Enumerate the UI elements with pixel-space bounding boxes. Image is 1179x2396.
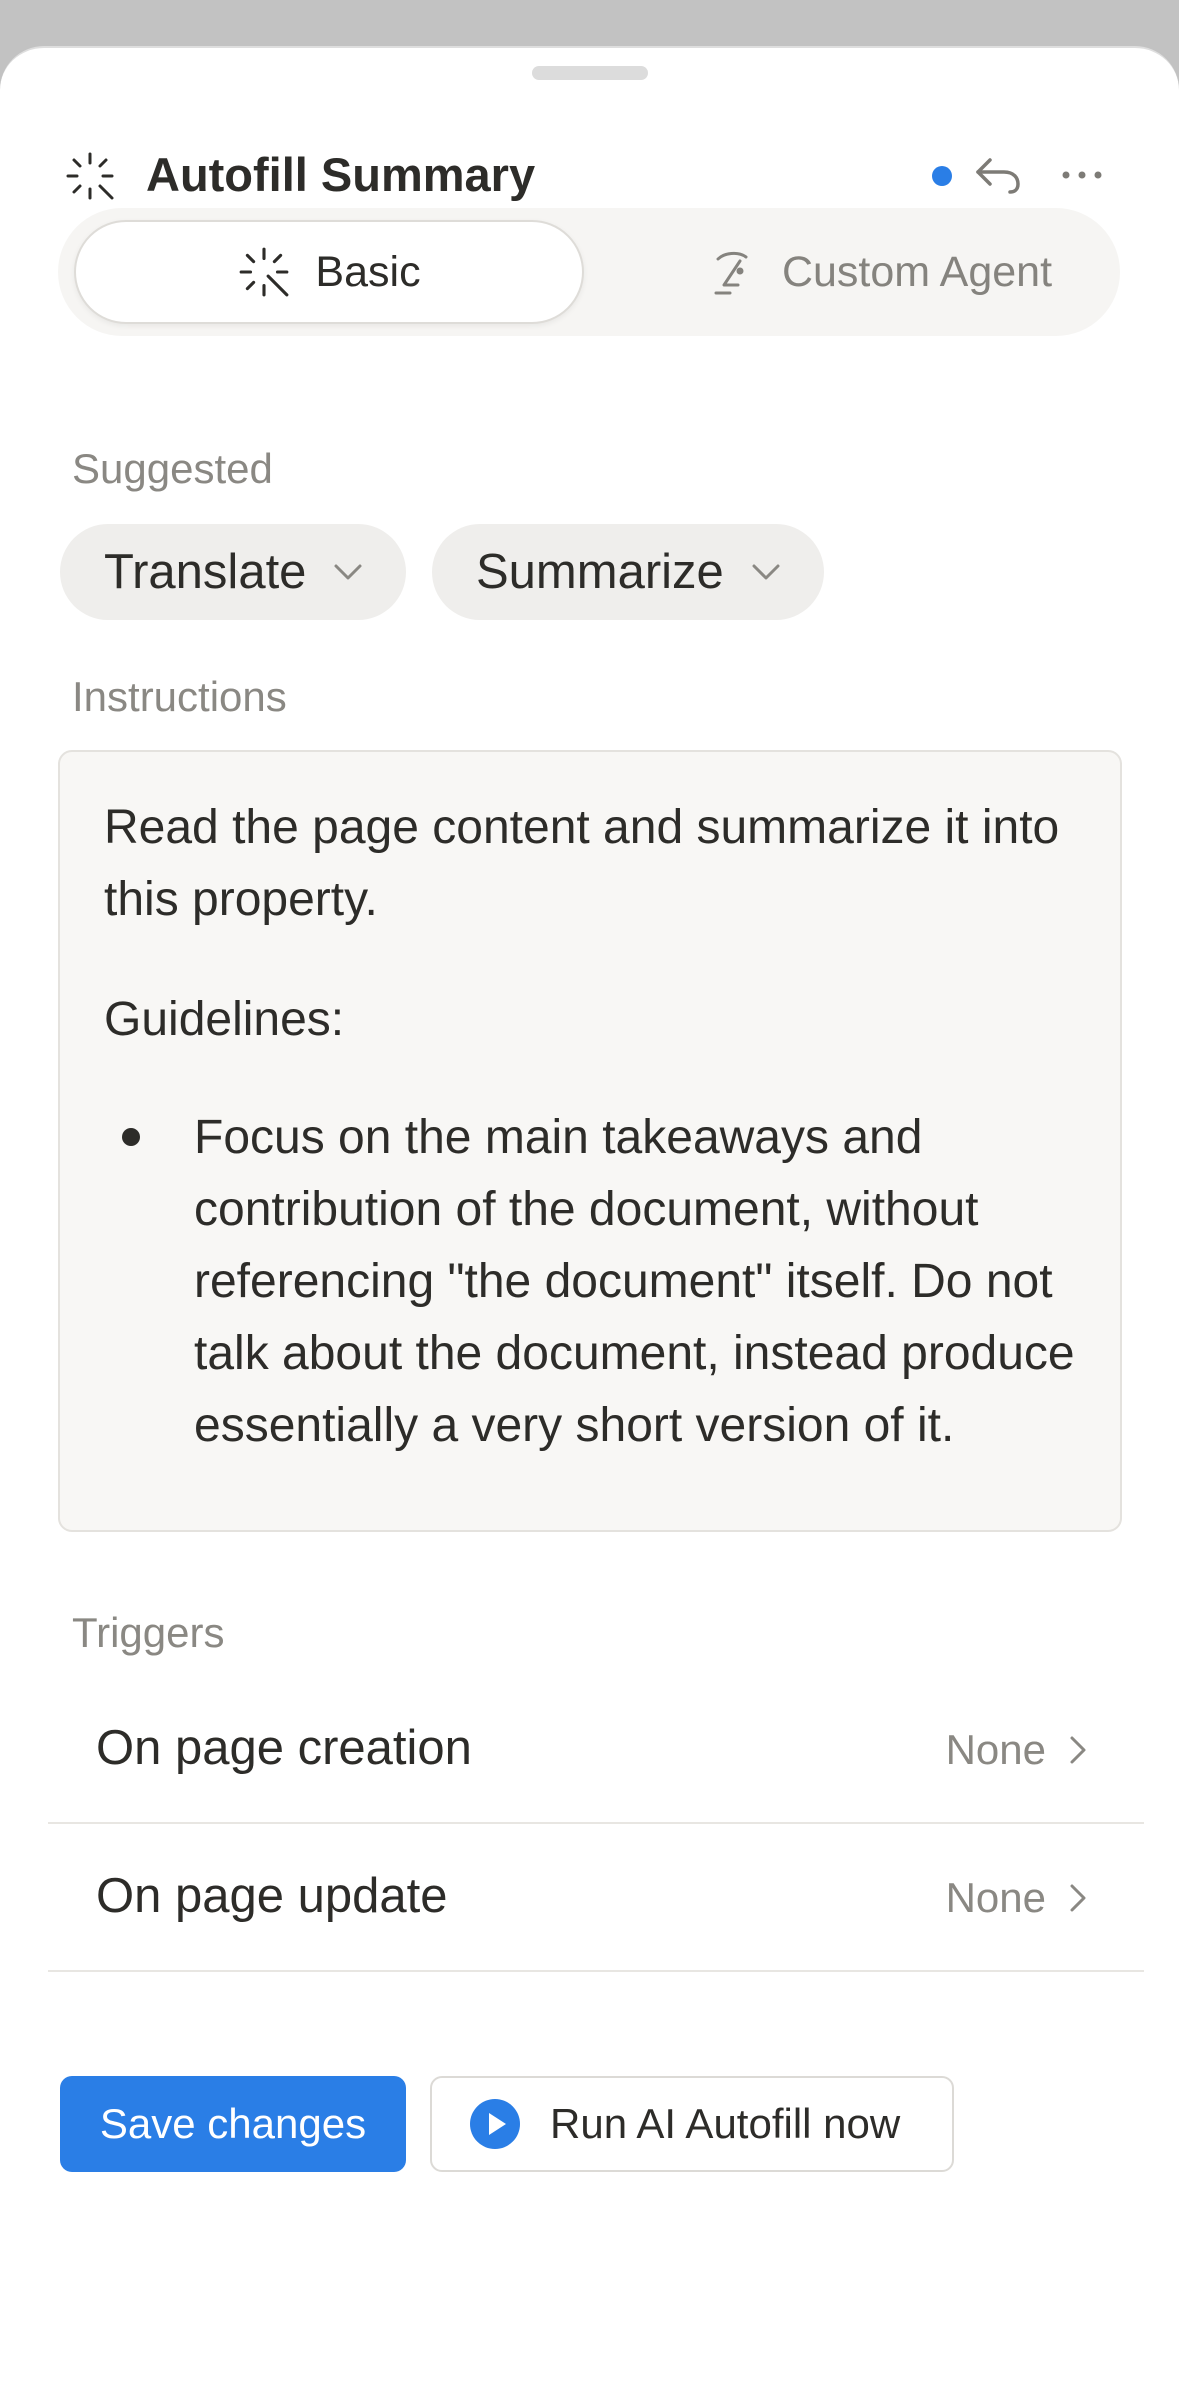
- translate-chip-label: Translate: [104, 545, 307, 599]
- trigger-row-page-update[interactable]: [48, 1824, 1144, 1972]
- save-changes-button[interactable]: Save changes: [60, 2076, 406, 2172]
- chevron-down-icon: [750, 562, 782, 582]
- summarize-chip-label: Summarize: [476, 545, 724, 599]
- tab-basic-label: Basic: [315, 247, 421, 296]
- run-autofill-button[interactable]: [430, 2076, 954, 2172]
- suggested-section-label: Suggested: [72, 445, 273, 492]
- bullet-dot: [122, 1128, 140, 1146]
- chevron-down-icon: [332, 562, 364, 582]
- chevron-right-icon: [1068, 1882, 1088, 1914]
- instructions-paragraph: Read the page content and summarize it into this property.: [104, 801, 1060, 926]
- tab-basic[interactable]: [74, 220, 584, 324]
- triggers-section-label: Triggers: [72, 1609, 225, 1656]
- trigger-value: None: [945, 1726, 1046, 1773]
- agent-face-icon: [704, 245, 758, 299]
- chevron-right-icon: [1068, 1734, 1088, 1766]
- reply-icon[interactable]: [972, 152, 1024, 198]
- tab-custom-agent-label: Custom Agent: [781, 247, 1053, 296]
- instructions-paragraph: Guidelines:: [104, 993, 345, 1046]
- summarize-chip[interactable]: [432, 524, 824, 620]
- instructions-editor[interactable]: [58, 750, 1122, 1532]
- mode-segmented-control: [58, 208, 1120, 336]
- sparkle-icon: [237, 245, 291, 299]
- sheet-grabber[interactable]: [532, 66, 648, 80]
- trigger-value: None: [945, 1874, 1046, 1921]
- page-title: Autofill Summary: [146, 148, 536, 201]
- list-item: [194, 1102, 1076, 1462]
- sparkle-icon: [64, 150, 116, 202]
- trigger-row-page-creation[interactable]: [48, 1676, 1144, 1824]
- translate-chip[interactable]: [60, 524, 406, 620]
- guidelines-list: [104, 1102, 1076, 1462]
- trigger-label: On page creation: [96, 1721, 472, 1775]
- unsaved-dot-indicator: [932, 166, 952, 186]
- sheet-header: [0, 134, 1179, 214]
- tab-custom-agent[interactable]: [658, 220, 1098, 324]
- instructions-section-label: Instructions: [72, 673, 287, 720]
- play-icon: [468, 2097, 522, 2151]
- more-icon[interactable]: [1058, 152, 1106, 198]
- list-item-text: Focus on the main takeaways and contribution of the document, without referencing "the document" itself. Do not talk about the document, instead produce essentially a very short version of it.: [194, 1111, 1075, 1452]
- trigger-label: On page update: [96, 1869, 448, 1923]
- run-autofill-label: Run AI Autofill now: [550, 2100, 901, 2147]
